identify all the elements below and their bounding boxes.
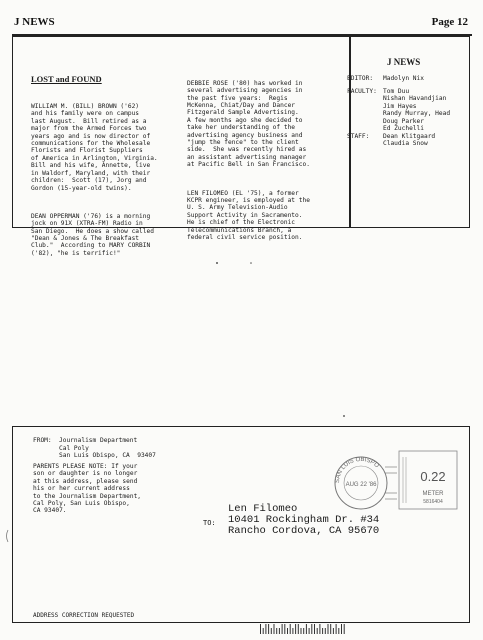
lost-and-found-box <box>12 36 470 257</box>
staff-names: Tom Duu Nishan Havandjian Jim Hayes Randy Murray, Head Doug Parker Ed Zuchelli <box>383 88 451 133</box>
meter-amount: 0.22 <box>420 469 446 484</box>
barcode-bar <box>298 624 299 634</box>
barcode-bar <box>295 624 296 634</box>
item-bill-brown: WILLIAM M. (BILL) BROWN ('62) and his family were on campus last August. Bill retired as a major from the Armed Forces two years ago and is now director of communications for the Wholesale Florists and Florist Suppliers of America in Arlington, Virginia. Bill and his wife, Annette, live in Waldorf, Maryland, with their children: Scott (17), Jorg and Gordon (15-year-old twins). <box>31 103 158 192</box>
barcode-bar <box>311 624 312 634</box>
staff-box-title: J NEWS <box>387 57 421 67</box>
barcode-bar <box>287 628 288 634</box>
item-debbie-rose: DEBBIE ROSE ('80) has worked in several advertising agencies in the past five years: Regis McKenna, Chiat/Day and Dancer Fitzgerald Sample Advertising. A few months ago she decided to take her understanding of the advertising agency business and "jump the fence" to the client side. She was recently hired as an assistant advertising manager at Pacific Bell in San Francisco. <box>187 79 310 169</box>
barcode-bar <box>314 624 315 634</box>
barcode-bar <box>282 624 283 634</box>
barcode-bar <box>319 624 320 634</box>
to-label: TO: <box>203 519 216 527</box>
barcode-bar <box>276 628 277 634</box>
page-header <box>12 14 472 32</box>
recipient-address: Len Filomeo 10401 Rockingham Dr. #34 Rancho Cordova, CA 95670 <box>228 503 380 537</box>
staff-role: STAFF: <box>347 133 370 140</box>
barcode-bar <box>306 624 307 634</box>
svg-text:SAN LUIS OBISPO <box>335 457 380 483</box>
postmark-date: AUG 22 '86 <box>345 482 377 488</box>
barcode-bar <box>336 624 337 634</box>
postal-barcode <box>258 624 348 634</box>
barcode-bar <box>328 624 329 634</box>
barcode-bar <box>279 628 280 634</box>
barcode-bar <box>265 624 266 634</box>
barcode-bar <box>344 624 345 634</box>
postage-meter <box>397 447 461 515</box>
column-2 <box>187 65 329 262</box>
parents-note: PARENTS PLEASE NOTE: If your son or daughter is no longer at this address, please send his or her current address to the Journalism Department, Cal Poly, San Luis Obispo, CA 93407. <box>33 463 142 515</box>
barcode-bar <box>290 624 291 634</box>
meter-label: METER <box>422 491 444 497</box>
section-title: J NEWS <box>14 16 55 28</box>
barcode-bar <box>268 624 269 634</box>
barcode-bar <box>292 628 293 634</box>
barcode-bar <box>330 624 331 634</box>
staff-names: Madolyn Nix <box>383 75 424 82</box>
column-divider <box>349 37 351 227</box>
barcode-bar <box>260 624 261 634</box>
from-address: Journalism Department Cal Poly San Luis Obispo, CA 93407 <box>59 437 156 460</box>
barcode-bar <box>322 628 323 634</box>
item-dean-opperman: DEAN OPPERMAN ('76) is a morning jock on 91X (XTRA-FM) Radio in San Diego. He does a show called "Dean & Jones & The Breakfast Club." According to MARY CORBIN ('82), "he is terrific!" <box>31 212 154 257</box>
staff-role: FACULTY: <box>347 88 377 95</box>
barcode-bar <box>341 624 342 634</box>
address-correction: ADDRESS CORRECTION REQUESTED <box>33 612 135 619</box>
barcode-bar <box>263 628 264 634</box>
barcode-bar <box>274 624 275 634</box>
mailing-panel <box>12 426 470 623</box>
page-number: Page 12 <box>431 16 468 28</box>
lost-and-found-title: LOST and FOUND <box>31 73 102 84</box>
item-len-filomeo: LEN FILOMEO (EL '75), a former KCPR engineer, is employed at the U. S. Army Television-Audio Support Activity in Sacramento. He is chief of the Electronic Telecommunications Branch, a federal civil service position. <box>187 189 310 241</box>
column-1 <box>31 61 171 278</box>
barcode-bar <box>325 628 326 634</box>
barcode-bar <box>301 628 302 634</box>
meter-number: 5816404 <box>423 499 443 505</box>
from-label: FROM: <box>33 437 52 444</box>
barcode-bar <box>317 628 318 634</box>
barcode-bar <box>271 628 272 634</box>
barcode-bar <box>309 628 310 634</box>
barcode-bar <box>284 624 285 634</box>
barcode-bar <box>333 628 334 634</box>
postmark-city: SAN LUIS OBISPO <box>334 456 380 484</box>
barcode-bar <box>338 628 339 634</box>
barcode-bar <box>303 628 304 634</box>
staff-names: Dean Klitgaard Claudia Snow <box>383 133 436 148</box>
staff-role: EDITOR: <box>347 75 374 82</box>
